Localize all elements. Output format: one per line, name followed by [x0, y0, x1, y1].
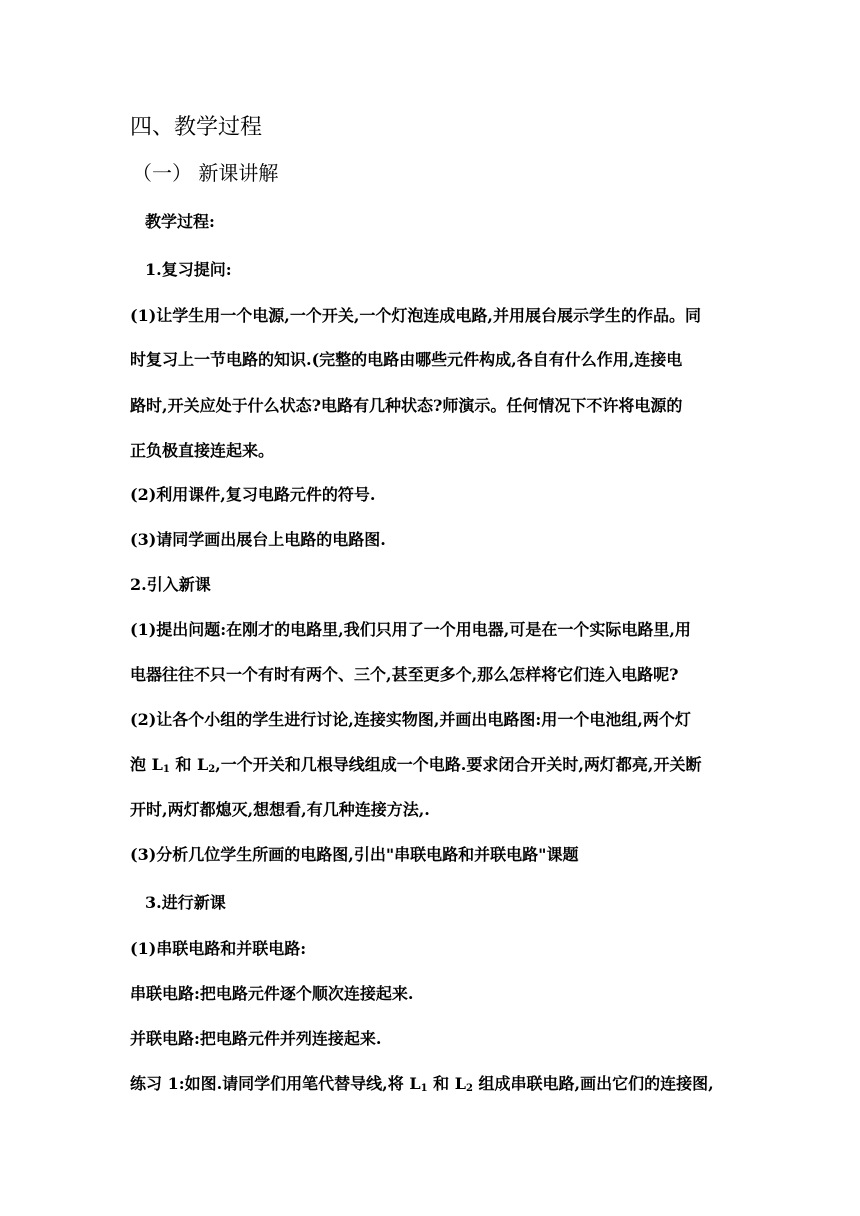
text-run: 泡 L — [130, 755, 163, 774]
text-run: ,一个开关和几根导线组成一个电路.要求闭合开关时,两灯都亮,开关断 — [215, 755, 702, 774]
paragraph-line: 1.复习提问: — [145, 260, 232, 279]
paragraph-line: (1)提出问题:在刚才的电路里,我们只用了一个用电器,可是在一个实际电路里,用 — [130, 620, 691, 639]
paragraph-line: 路时,开关应处于什么状态?电路有几种状态?师演示。任何情况下不许将电源的 — [130, 396, 683, 415]
paragraph-line: 2.引入新课 — [130, 575, 211, 594]
paragraph-line: 3.进行新课 — [145, 893, 226, 912]
paragraph-line: 时复习上一节电路的知识.(完整的电路由哪些元件构成,各自有什么作用,连接电 — [130, 350, 683, 369]
subscript: 1 — [420, 1083, 428, 1094]
paragraph-line: 开时,两灯都熄灭,想想看,有几种连接方法,. — [130, 800, 430, 819]
paragraph-line: 电器往往不只一个有时有两个、三个,甚至更多个,那么怎样将它们连入电路呢? — [130, 665, 679, 684]
text-run: 练习 1:如图.请同学们用笔代替导线,将 L — [130, 1074, 421, 1093]
paragraph-line: (1)串联电路和并联电路: — [130, 939, 307, 958]
text-run: 组成串联电路,画出它们的连接图, — [472, 1074, 714, 1093]
paragraph-line — [130, 1074, 714, 1094]
paragraph-line: (1)让学生用一个电源,一个开关,一个灯泡连成电路,并用展台展示学生的作品。同 — [130, 306, 701, 325]
paragraph-line — [130, 755, 701, 775]
paragraph-line: 教学过程: — [145, 212, 215, 231]
paragraph-line: (2)利用课件,复习电路元件的符号. — [130, 485, 376, 504]
text-run: 和 L — [169, 755, 209, 774]
paragraph-line: 串联电路:把电路元件逐个顺次连接起来. — [130, 984, 414, 1003]
subscript: 2 — [465, 1083, 473, 1094]
paragraph-line: (3)请同学画出展台上电路的电路图. — [130, 530, 386, 549]
paragraph-line: (2)让各个小组的学生进行讨论,连接实物图,并画出电路图:用一个电池组,两个灯 — [130, 710, 691, 729]
text-run: 和 L — [427, 1074, 466, 1093]
paragraph-line: 并联电路:把电路元件并列连接起来. — [130, 1029, 382, 1048]
section-heading: 四、教学过程 — [130, 115, 263, 140]
subsection-heading: （一） 新课讲解 — [132, 161, 279, 185]
subscript: 2 — [208, 764, 216, 775]
subscript: 1 — [162, 764, 170, 775]
paragraph-line: (3)分析几位学生所画的电路图,引出"串联电路和并联电路"课题 — [130, 845, 579, 864]
paragraph-line: 正负极直接连起来。 — [130, 441, 275, 460]
